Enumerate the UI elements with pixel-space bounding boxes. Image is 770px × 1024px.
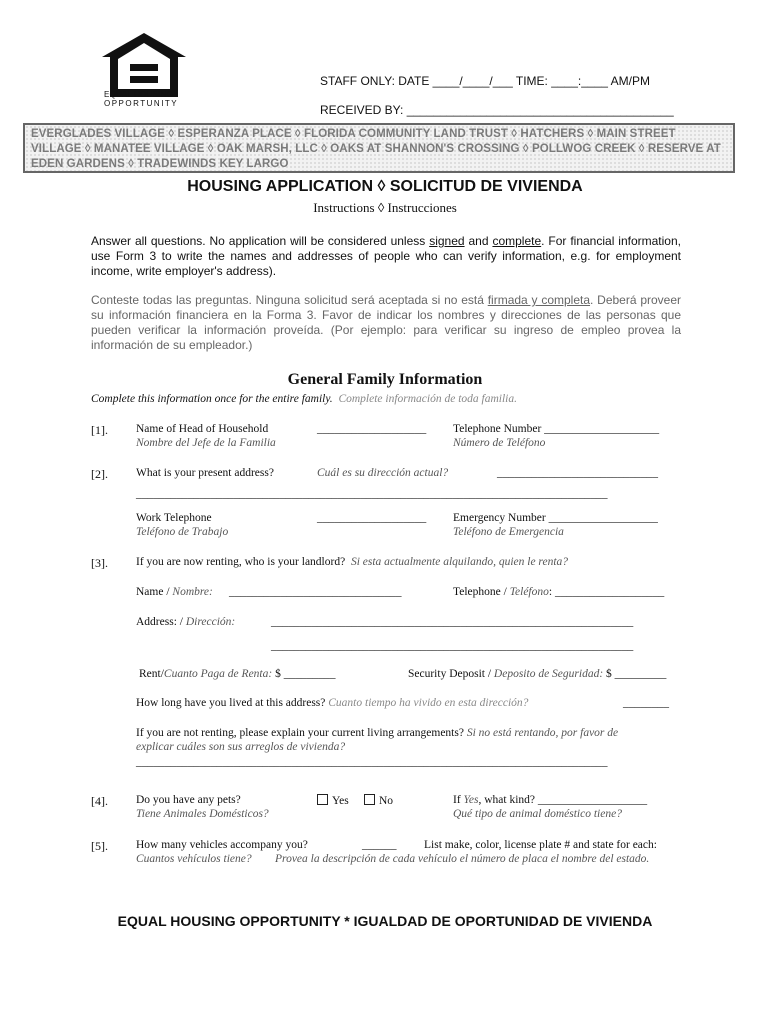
q5-list-label-es: Provea la descripción de cada vehículo el número de placa el nombre del estado.: [275, 853, 650, 865]
q3-number: [3].: [91, 556, 108, 570]
q3-howlong-en: How long have you lived at this address?: [136, 697, 326, 709]
q3-name-field[interactable]: ______________________________: [229, 586, 402, 598]
q4-kind-field[interactable]: ___________________: [537, 794, 648, 806]
section-note-es: Complete información de toda familia.: [338, 393, 517, 405]
q3-renting-en: If you are now renting, who is your landlord?: [136, 556, 346, 568]
q2-address-label-es: Cuál es su dirección actual?: [317, 467, 449, 479]
q3-renting-es: Si esta actualmente alquilando, quien le renta?: [350, 556, 569, 568]
q1-phone-label-es: Número de Teléfono: [453, 437, 546, 449]
q3-deposit-es: Deposito de Seguridad:: [493, 668, 604, 680]
q4-yes-checkbox[interactable]: [317, 794, 328, 805]
q2-emergency-label-es: Teléfono de Emergencia: [453, 526, 564, 538]
instructions-spanish: [91, 293, 681, 353]
q3-notrent-en: If you are not renting, please explain your current living arrangements?: [136, 727, 464, 739]
section-note-en: Complete this information once for the entire family.: [91, 393, 333, 405]
instr-en-part-a: Answer all questions. No application will be considered unless: [91, 234, 430, 248]
q3-tel-field[interactable]: : ___________________: [548, 586, 665, 598]
q2-work-field[interactable]: ___________________: [317, 512, 427, 524]
q3-notrent-label: [136, 727, 680, 739]
q3-address-es: Dirección:: [185, 616, 236, 628]
q5-vehicles-label: How many vehicles accompany you?: [136, 839, 308, 851]
q3-howlong-label: [136, 697, 528, 709]
q3-rent-en: Rent/: [139, 668, 164, 680]
instr-en-complete: complete: [492, 234, 542, 248]
q3-address-label: [136, 616, 235, 628]
q4-yes-option[interactable]: [317, 794, 349, 807]
q2-address-label: What is your present address?: [136, 467, 274, 479]
q3-rent-label: [139, 668, 335, 680]
instr-es-part-a: Conteste todas las preguntas. Ninguna solicitud será aceptada si no está: [91, 293, 488, 307]
q1-phone-field[interactable]: ____________________: [544, 423, 660, 435]
q4-yes-text: Yes: [332, 795, 349, 807]
q3-address-en: Address: /: [136, 616, 186, 628]
q3-name-es: Nombre:: [172, 586, 213, 598]
q5-vehicles-label-es: Cuantos vehículos tiene?: [136, 853, 252, 865]
q5-list-label: List make, color, license plate # and state for each:: [424, 839, 657, 851]
logo-line-2: OPPORTUNITY: [104, 99, 179, 108]
q2-work-label-es: Teléfono de Trabajo: [136, 526, 229, 538]
q5-vehicles-field[interactable]: ______: [362, 839, 397, 851]
q1-number: [1].: [91, 423, 108, 437]
q4-kind-label: [453, 794, 647, 806]
section-note: [91, 393, 517, 405]
q2-emergency-label: [453, 512, 658, 524]
q3-address-field-1[interactable]: _______________________________________________________________: [271, 616, 634, 628]
q3-tel-label: [453, 586, 664, 598]
q1-phone-label: [453, 423, 659, 435]
q4-number: [4].: [91, 794, 108, 808]
q5-number: [5].: [91, 839, 108, 853]
q2-work-label: Work Telephone: [136, 512, 212, 524]
instr-es-firmada: firmada y completa: [487, 293, 591, 307]
q3-deposit-label: [408, 668, 666, 680]
instr-en-part-c: . For financial information, use Form 3 to write the names and addresses of people who can verify information, e.g. for employment income, write employer's address).: [91, 234, 681, 278]
q3-name-en: Name /: [136, 586, 173, 598]
q3-deposit-field[interactable]: $ _________: [603, 668, 667, 680]
instructions-english: [91, 234, 681, 279]
q3-rent-field[interactable]: $ _________: [272, 668, 336, 680]
staff-only-line: STAFF ONLY: DATE ____/____/___ TIME: ____:____ AM/PM: [320, 74, 650, 88]
received-by-line: RECEIVED BY: ________________________________________: [320, 103, 674, 117]
q3-howlong-es: Cuanto tiempo ha vivido en esta dirección?: [328, 697, 529, 709]
q4-kind-b: , what kind?: [478, 794, 535, 806]
q2-emergency-field[interactable]: ___________________: [548, 512, 658, 524]
footer-eho: EQUAL HOUSING OPPORTUNITY * IGUALDAD DE OPORTUNIDAD DE VIVIENDA: [117, 913, 653, 929]
q4-pets-label: Do you have any pets?: [136, 794, 241, 806]
properties-box: EVERGLADES VILLAGE ◊ ESPERANZA PLACE ◊ FLORIDA COMMUNITY LAND TRUST ◊ HATCHERS ◊ MAIN STREET VILLAGE ◊ MANATEE VILLAGE ◊ OAK MARSH, LLC ◊ OAKS AT SHANNON'S CROSSING ◊ POLLWOG CREEK ◊ RESERVE AT EDEN GARDENS ◊ TRADEWINDS KEY LARGO: [23, 123, 735, 173]
instr-en-signed: signed: [429, 234, 465, 248]
q1-phone-text: Telephone Number: [453, 423, 542, 435]
section-title: General Family Information: [287, 371, 483, 388]
q3-deposit-en: Security Deposit /: [408, 668, 494, 680]
q4-no-checkbox[interactable]: [364, 794, 375, 805]
q3-renting-label: [136, 556, 568, 568]
q4-kind-label-es: Qué tipo de animal doméstico tiene?: [453, 808, 622, 820]
q3-address-field-2[interactable]: _______________________________________________________________: [271, 640, 634, 652]
q3-rent-es: Cuanto Paga de Renta:: [163, 668, 273, 680]
logo-caption: [104, 90, 188, 108]
q3-tel-es: Teléfono: [509, 586, 549, 598]
q1-head-field[interactable]: ___________________: [317, 423, 427, 435]
q3-tel-en: Telephone /: [453, 586, 510, 598]
q2-emergency-text: Emergency Number: [453, 512, 546, 524]
q1-head-label: Name of Head of Household: [136, 423, 269, 435]
q3-name-label: [136, 586, 213, 598]
page-title: HOUSING APPLICATION ◊ SOLICITUD DE VIVIENDA: [187, 178, 583, 195]
logo-line-1: EQUAL HOUSING: [104, 90, 173, 99]
q2-number: [2].: [91, 467, 108, 481]
q3-notrent-field[interactable]: __________________________________________________________________________________: [136, 756, 608, 768]
q2-address-field-2[interactable]: __________________________________________________________________________________: [136, 488, 608, 500]
q4-kind-yes: Yes: [463, 794, 479, 806]
q2-address-field-1[interactable]: ____________________________: [497, 467, 658, 479]
q4-pets-label-es: Tiene Animales Domésticos?: [136, 808, 269, 820]
instr-es-part-b: . Deberá proveer su información financiera en la Forma 3. Favor de indicar los nombres y direcciones de las personas que pueden verificar la información proveída. (Por ejemplo: para verificar su ingreso de empleo provea la información de su empleador.): [91, 293, 682, 352]
q4-kind-a: If: [453, 794, 464, 806]
instr-en-part-b: and: [464, 234, 493, 248]
q4-no-option[interactable]: [364, 794, 393, 807]
q4-no-text: No: [379, 795, 394, 807]
q3-notrent-es-2: explicar cuáles son sus arreglos de vivienda?: [136, 741, 346, 753]
q3-notrent-es-1: Si no está rentando, por favor de: [466, 727, 619, 739]
q1-head-label-es: Nombre del Jefe de la Familia: [136, 437, 276, 449]
q3-howlong-field[interactable]: ________: [623, 697, 669, 709]
page-subtitle: Instructions ◊ Instrucciones: [313, 200, 457, 215]
